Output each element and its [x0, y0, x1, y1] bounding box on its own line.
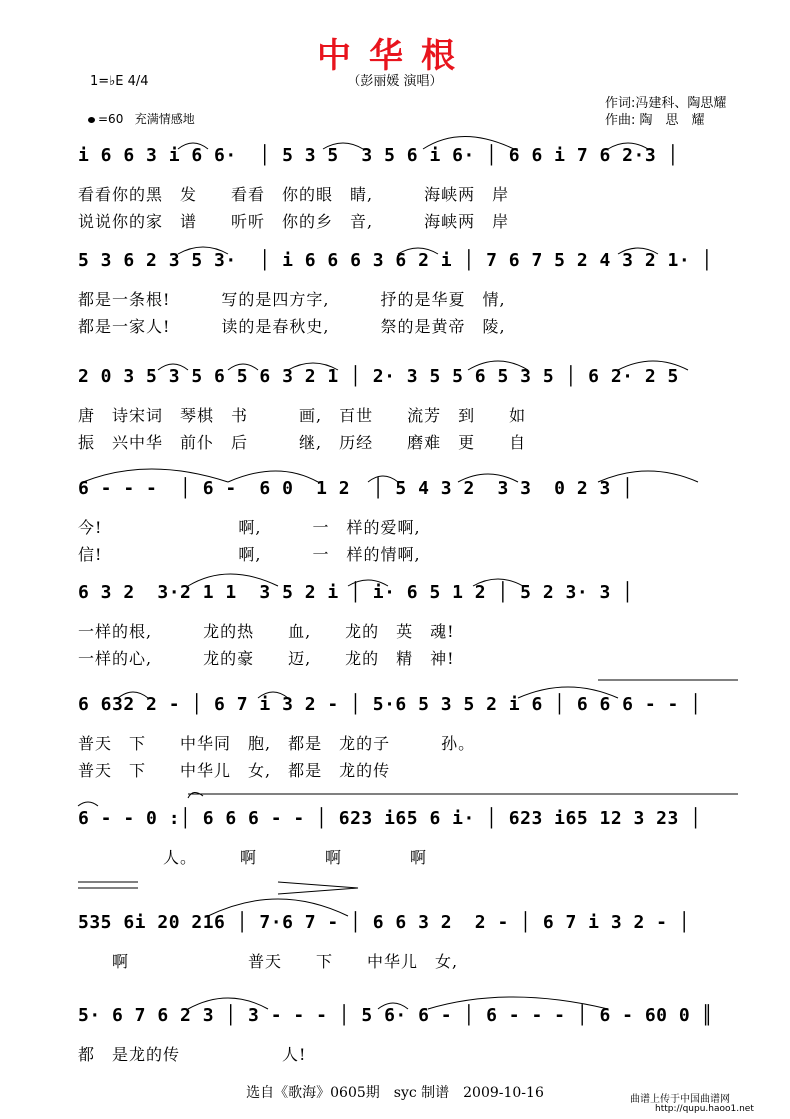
lyric-verse-2: 都是一家人! 读的是春秋史, 祭的是黄帝 陵,	[78, 317, 506, 336]
lyric-verse-1: 都是一条根! 写的是四方字, 抒的是华夏 情,	[78, 290, 506, 309]
slur-marks	[78, 250, 738, 280]
lyric-verse-1: 人。 啊 啊 啊	[78, 848, 428, 867]
notation-line: 2 0 3 5 3 5 6 5 6 3 2 1 │ 2· 3 5 5 6 5 3 5 │ 6 2· 2 5	[78, 366, 679, 387]
song-title: 中华根	[317, 36, 473, 76]
lyric-verse-2: 普天 下 中华儿 女, 都是 龙的传	[78, 761, 391, 780]
quarter-note-icon	[88, 117, 95, 123]
tempo-marking	[88, 110, 195, 127]
tempo-value: =60	[98, 112, 124, 126]
lyric-verse-1: 唐 诗宋词 琴棋 书 画, 百世 流芳 到 如	[78, 406, 527, 425]
lyricist-credit: 作词:冯建科、陶思耀	[605, 96, 727, 111]
slur-marks	[78, 478, 738, 508]
lyric-verse-1: 今! 啊, 一 样的爱啊,	[78, 518, 421, 537]
site-url: http://qupu.haoo1.net	[655, 1104, 754, 1114]
notation-line: 5 3 6 2 3 5 3· │ i 6 6 6 3 6 2 i │ 7 6 7 5 2 4 3 2 1· │	[78, 250, 713, 271]
lyric-verse-1: 啊 普天 下 中华儿 女,	[78, 952, 459, 971]
notation-line: 6 - - 0 :│ 6 6 6 - - │ 623 i65 6 i· │ 623 i65 12 3 23 │	[78, 808, 702, 829]
notation-line: 535 6i 20 216 │ 7·6 7 - │ 6 6 3 2 2 - │ 6 7 i 3 2 - │	[78, 912, 691, 933]
lyric-verse-2: 振 兴中华 前仆 后 继, 历经 磨难 更 自	[78, 433, 527, 452]
singer-credit: （彭丽媛 演唱）	[347, 74, 443, 89]
slur-marks	[78, 1005, 738, 1035]
notation-line: 6 632 2 - │ 6 7 i 3 2 - │ 5·6 5 3 5 2 i 6 │ 6 6 6 - - │	[78, 694, 702, 715]
time-signature: 4/4	[127, 74, 149, 89]
slur-marks	[78, 366, 738, 396]
composer-credit: 作曲: 陶 思 耀	[605, 113, 705, 128]
lyric-verse-1: 看看你的黑 发 看看 你的眼 睛, 海峡两 岸	[78, 185, 510, 204]
lyric-verse-1: 普天 下 中华同 胞, 都是 龙的子 孙。	[78, 734, 476, 753]
notation-line: i 6 6 3 i 6 6· │ 5 3 5 3 5 6 i 6· │ 6 6 i 7 6 2·3 │	[78, 145, 679, 166]
slur-marks	[78, 912, 738, 942]
lyric-verse-2: 一样的心, 龙的豪 迈, 龙的 精 神!	[78, 649, 455, 668]
footer-source: 选自《歌海》0605期 syc 制谱 2009-10-16	[246, 1085, 544, 1101]
lyric-verse-2: 信! 啊, 一 样的情啊,	[78, 545, 421, 564]
expression-marking: 充满情感地	[134, 112, 195, 126]
lyric-verse-2: 说说你的家 谱 听听 你的乡 音, 海峡两 岸	[78, 212, 510, 231]
key-label: 1=♭E	[90, 74, 124, 89]
notation-line: 6 - - - │ 6 - 6 0 1 2 │ 5 4 3 2 3 3 0 2 3 │	[78, 478, 634, 499]
slur-marks	[78, 145, 738, 175]
lyric-verse-1: 一样的根, 龙的热 血, 龙的 英 魂!	[78, 622, 455, 641]
slur-marks	[78, 694, 738, 724]
lyric-verse-1: 都 是龙的传 人!	[78, 1045, 307, 1064]
slur-marks	[78, 808, 738, 838]
slur-marks	[78, 582, 738, 612]
notation-line: 6 3 2 3·2 1 1 3 5 2 i │ i· 6 5 1 2 │ 5 2 3· 3 │	[78, 582, 634, 603]
notation-line: 5· 6 7 6 2 3 │ 3 - - - │ 5 6· 6 - │ 6 - - - │ 6 - 60 0 ║	[78, 1005, 713, 1026]
site-credit: 曲谱上传于中国曲谱网	[630, 1094, 730, 1105]
key-signature	[90, 74, 149, 89]
